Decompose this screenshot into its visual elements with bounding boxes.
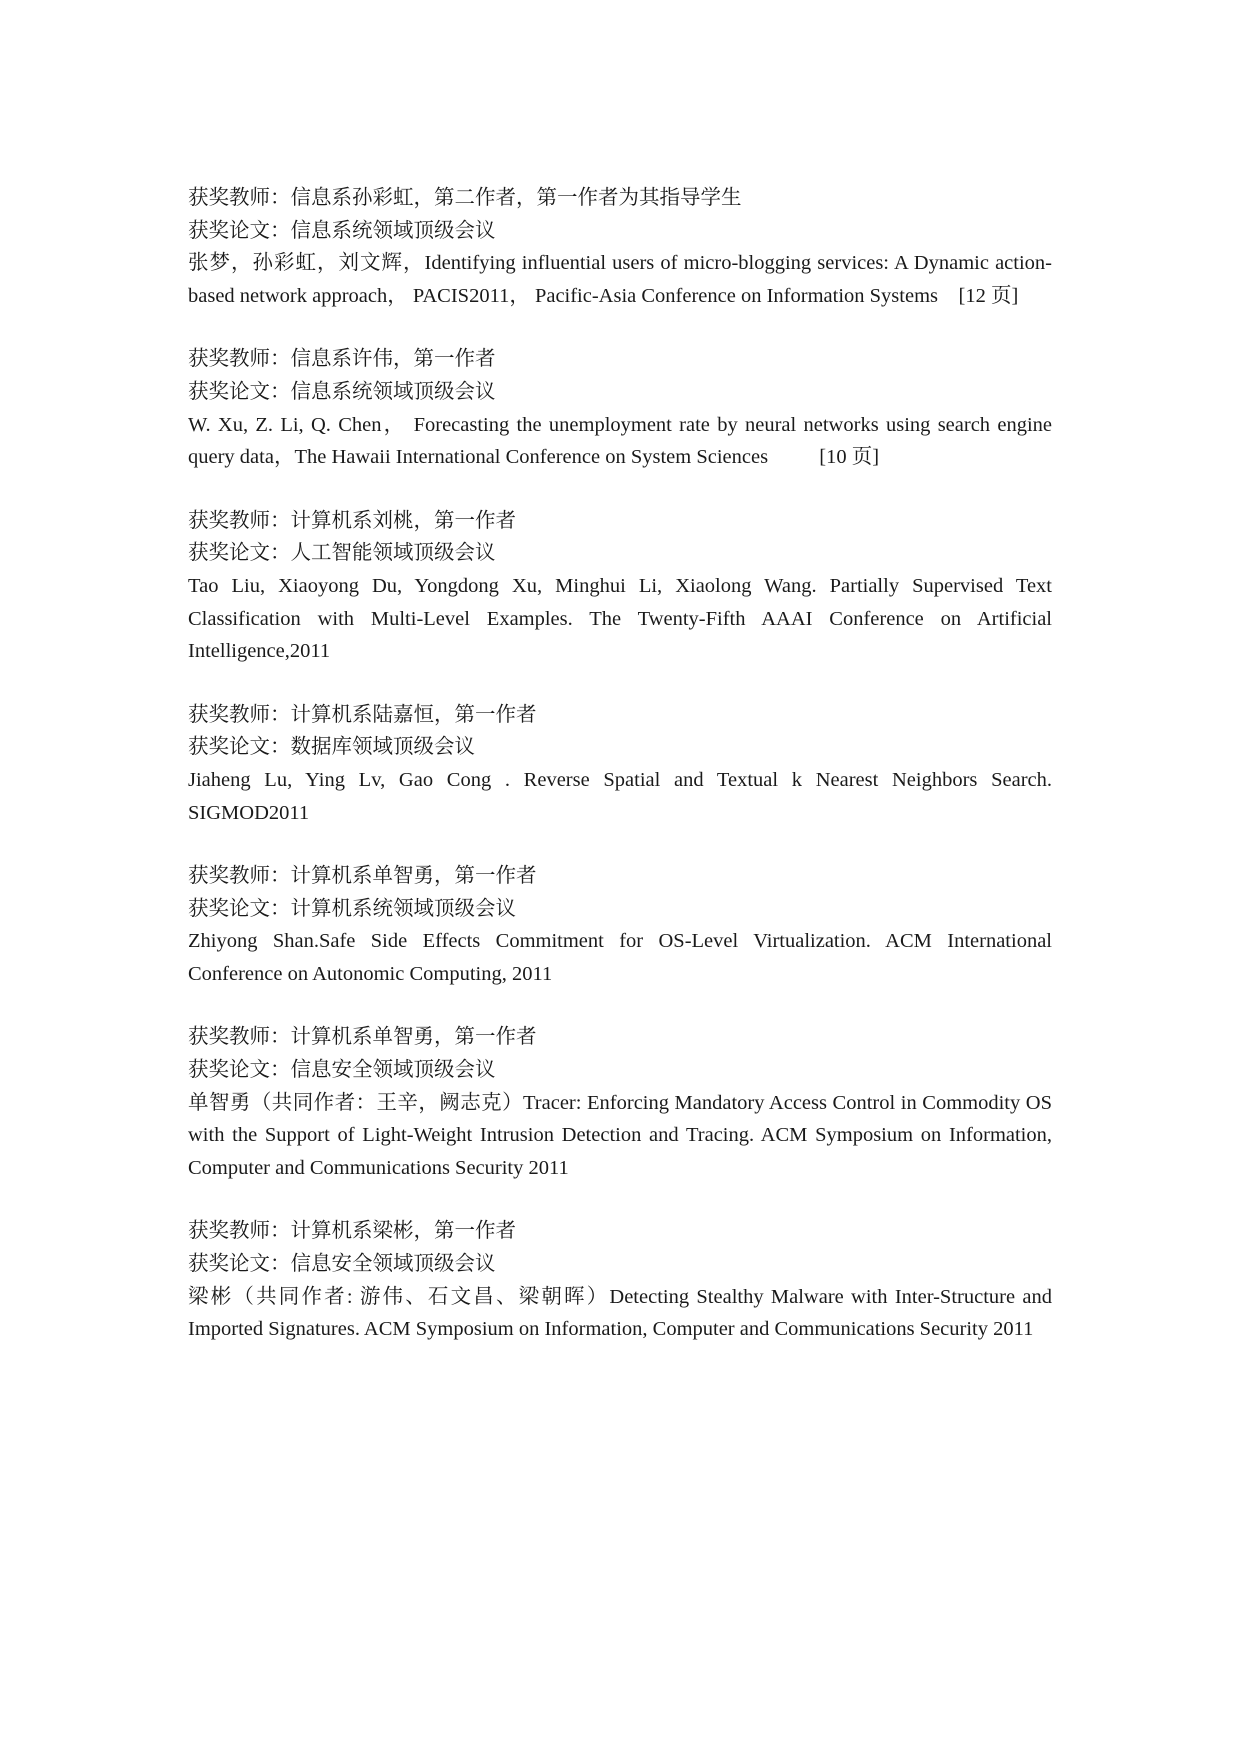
award-paper-line: 获奖论文：信息系统领域顶级会议 [188, 219, 496, 242]
award-teacher-line: 获奖教师：信息系孙彩虹，第二作者，第一作者为其指导学生 [188, 187, 742, 209]
award-entry [188, 860, 1058, 990]
citation-text: Jiaheng Lu, Ying Lv, Gao Cong . Reverse Spatial and Textual k Nearest Neighbors Search. SIGMOD2011 [188, 768, 1058, 824]
award-entry [188, 182, 1052, 312]
citation-text: 梁彬（共同作者: 游伟、石文昌、梁朝晖）Detecting Stealthy Malware with Inter-Structure and Imported Signatures. ACM Symposium on Information, Computer and Communications Security 2011 [188, 1285, 1058, 1341]
citation-text: Tao Liu, Xiaoyong Du, Yongdong Xu, Minghui Li, Xiaolong Wang. Partially Supervised Text Classification with Multi-Level Examples. The Twenty-Fifth AAAI Conference on Artificial Intelligence,2011 [188, 574, 1058, 663]
paper-citation [188, 925, 1058, 990]
award-entry [188, 1021, 1058, 1184]
award-paper-line: 获奖论文：数据库领域顶级会议 [188, 736, 475, 759]
award-entry [188, 1215, 1058, 1345]
paper-citation [188, 764, 1058, 829]
paper-citation [188, 570, 1058, 668]
award-teacher-line: 获奖教师：计算机系陆嘉恒，第一作者 [188, 703, 537, 726]
citation-text: 单智勇（共同作者：王辛，阙志克）Tracer: Enforcing Mandatory Access Control in Commodity OS with the Support of Light-Weight Intrusion Detection and Tracing. ACM Symposium on Information, Computer and Communications Security 2011 [188, 1091, 1058, 1179]
award-teacher-line: 获奖教师：计算机系单智勇，第一作者 [188, 1026, 537, 1049]
award-teacher-line: 获奖教师：信息系许伟，第一作者 [188, 348, 496, 371]
award-teacher-line: 获奖教师：计算机系单智勇，第一作者 [188, 865, 537, 888]
award-entry [188, 699, 1058, 829]
award-teacher-line: 获奖教师：计算机系刘桃，第一作者 [188, 509, 516, 532]
award-paper-line: 获奖论文：信息安全领域顶级会议 [188, 1253, 496, 1276]
award-paper-line: 获奖论文：信息安全领域顶级会议 [188, 1059, 496, 1082]
citation-text: Zhiyong Shan.Safe Side Effects Commitment for OS-Level Virtualization. ACM International Conference on Autonomic Computing, 2011 [188, 930, 1058, 985]
award-paper-line: 获奖论文：信息系统领域顶级会议 [188, 380, 496, 403]
award-paper-line: 获奖论文：人工智能领域顶级会议 [188, 542, 496, 565]
award-teacher-line: 获奖教师：计算机系梁彬，第一作者 [188, 1220, 516, 1243]
award-paper-line: 获奖论文：计算机系统领域顶级会议 [188, 897, 516, 920]
award-entry [188, 343, 1058, 473]
document-page [188, 182, 1058, 1377]
paper-citation [188, 247, 1052, 312]
paper-citation [188, 409, 1058, 474]
award-entry [188, 505, 1058, 668]
paper-citation [188, 1281, 1058, 1346]
citation-text: 张梦，孙彩虹，刘文辉，Identifying influential users of micro-blogging services: A Dynamic action-based network approach， PACIS2011， Pacific-Asia Conference on Information Systems [12 页] [188, 252, 1052, 307]
citation-text: W. Xu, Z. Li, Q. Chen， Forecasting the unemployment rate by neural networks using search engine query data，The Hawaii International Conference on System Sciences [10 页] [188, 413, 1058, 469]
paper-citation [188, 1087, 1058, 1185]
